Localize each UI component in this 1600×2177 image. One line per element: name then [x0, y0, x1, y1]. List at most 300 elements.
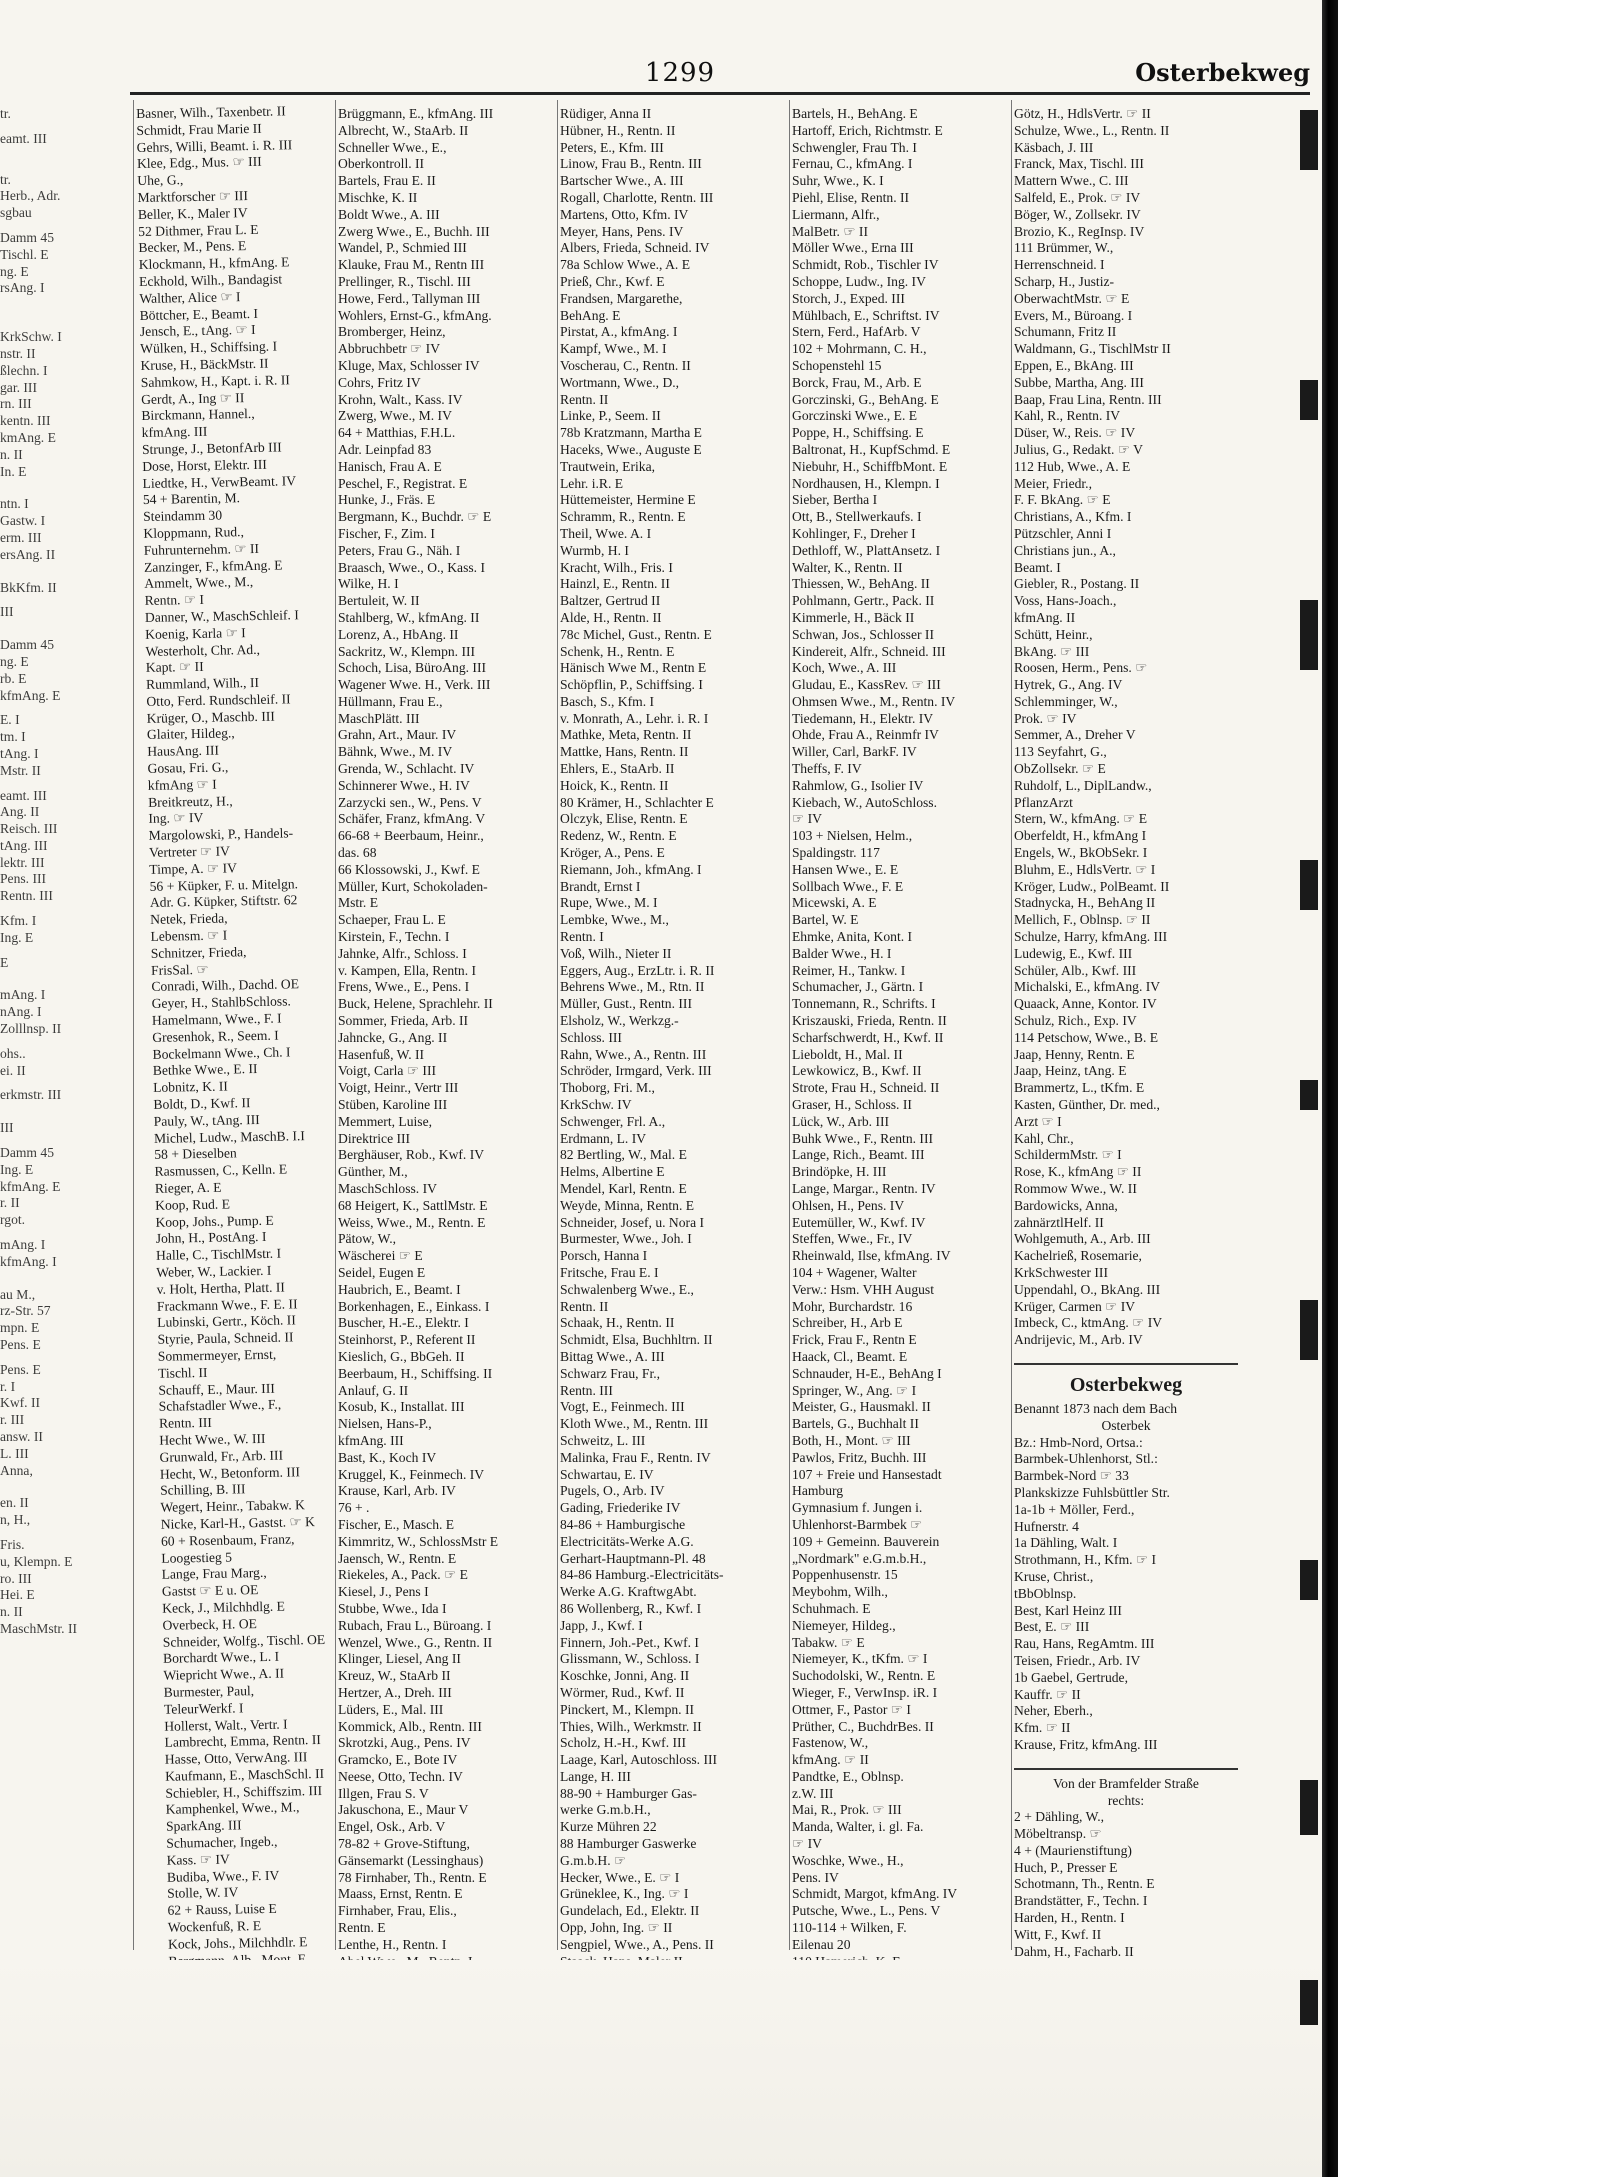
- directory-entry: Klockmann, H., kfmAng. E: [138, 254, 290, 273]
- directory-entry: ObZollsekr. ☞ E: [1014, 761, 1106, 777]
- directory-entry: 60 + Rosenbaum, Franz,: [160, 1531, 295, 1549]
- directory-entry: Beller, K., Maler IV: [137, 204, 248, 222]
- directory-entry: Wurmb, H. I: [560, 542, 629, 558]
- directory-entry: MaschSchloss. IV: [338, 1181, 437, 1196]
- directory-entry: Engel, Osk., Arb. V: [338, 1819, 446, 1835]
- directory-entry: Hunke, J., Fräs. E: [338, 492, 436, 508]
- directory-entry: Ehlers, E., StaArb. II: [560, 761, 675, 777]
- centered-note: Von der Bramfelder Straße: [1053, 1775, 1199, 1791]
- directory-entry: Howe, Ferd., Tallyman III: [338, 290, 481, 306]
- directory-entry: Grunwald, Fr., Arb. III: [159, 1447, 284, 1465]
- directory-entry: Elsholz, W., Werkzg.-: [560, 1013, 679, 1029]
- directory-entry: Seidel, Eugen E: [338, 1264, 426, 1280]
- directory-entry: Stern, Ferd., HafArb. V: [792, 324, 921, 340]
- directory-entry: Martens, Otto, Kfm. IV: [560, 206, 689, 222]
- directory-entry: Hasenfuß, W. II: [338, 1046, 425, 1062]
- edge-mark: [1300, 1080, 1318, 1110]
- spacer: [0, 123, 130, 131]
- directory-entry: Beerbaum, H., Schiffsing. II: [338, 1365, 493, 1381]
- directory-entry: Hansen Wwe., E. E: [792, 861, 899, 877]
- directory-entry: Ehmke, Anita, Kont. I: [792, 929, 913, 945]
- directory-entry: Christians jun., A.,: [1014, 542, 1116, 558]
- directory-entry: Zwerg, Wwe., M. IV: [338, 408, 452, 424]
- directory-entry: Ang. II: [0, 804, 40, 820]
- directory-entry: Bartels, G., Buchhalt II: [792, 1416, 919, 1432]
- spacer: [0, 148, 130, 156]
- directory-entry: Kloppmann, Rud.,: [143, 524, 245, 541]
- spacer: [0, 164, 130, 172]
- column-divider: [557, 100, 558, 1950]
- directory-entry: Tischl. E: [0, 246, 49, 262]
- directory-entry: Plankskizze Fuhlsbüttler Str.: [1014, 1484, 1170, 1500]
- directory-entry: Huch, P., Presser E: [1014, 1859, 1118, 1875]
- directory-entry: rb. E: [0, 670, 27, 686]
- directory-entry: Netek, Frieda,: [150, 910, 228, 928]
- directory-entry: Lange, H. III: [560, 1768, 631, 1784]
- directory-entry: Mstr. E: [338, 895, 379, 911]
- directory-entry: 54 + Barentin, M.: [142, 490, 241, 508]
- directory-entry: 88-90 + Hamburger Gas-: [560, 1785, 697, 1801]
- directory-entry: Lebensm. ☞ I: [150, 927, 228, 944]
- directory-entry: z.W. III: [792, 1785, 834, 1801]
- directory-entry: Haack, Cl., Beamt. E: [792, 1348, 908, 1364]
- directory-entry: Michalski, E., kfmAng. IV: [1014, 979, 1161, 995]
- edge-mark: [1300, 380, 1318, 420]
- directory-entry: Haubrich, E., Beamt. I: [338, 1281, 461, 1297]
- directory-entry: Sengpiel, Wwe., A., Pens. II: [560, 1936, 714, 1952]
- directory-entry: Borkenhagen, E., Einkass. I: [338, 1298, 490, 1314]
- directory-entry: Burmester, Paul,: [163, 1683, 255, 1700]
- centered-note: Osterbek: [1101, 1417, 1151, 1433]
- directory-entry: Buscher, H.-E., Elektr. I: [338, 1315, 469, 1331]
- spacer: [0, 704, 130, 712]
- directory-entry: Alde, H., Rentn. II: [560, 609, 662, 625]
- directory-entry: Ing. E: [0, 1161, 34, 1177]
- spacer: [0, 1079, 130, 1087]
- directory-entry: Bertuleit, W. II: [338, 593, 420, 609]
- page-edge-marks: [1290, 80, 1322, 2140]
- directory-entry: Eggers, Aug., ErzLtr. i. R. II: [560, 962, 715, 978]
- directory-entry: Käsbach, J. III: [1014, 139, 1094, 155]
- directory-entry: ro. III: [0, 1570, 32, 1586]
- directory-entry: Uhlenhorst-Barmbek ☞: [792, 1516, 923, 1532]
- directory-entry: Schwenger, Frl. A.,: [560, 1113, 666, 1129]
- directory-entry: Niemeyer, K., tKfm. ☞ I: [792, 1651, 928, 1667]
- directory-entry: Lewkowicz, B., Kwf. II: [792, 1063, 922, 1079]
- directory-entry: Rommow Wwe., W. II: [1014, 1181, 1137, 1196]
- directory-entry: Wockenfuß, R. E: [167, 1918, 262, 1935]
- directory-entry: kentn. III: [0, 413, 51, 429]
- directory-entry: Manda, Walter, i. gl. Fa.: [792, 1819, 924, 1835]
- spacer: [0, 1279, 130, 1287]
- directory-entry: Frandsen, Margarethe,: [560, 290, 683, 306]
- directory-entry: Basch, S., Kfm. I: [560, 693, 655, 709]
- directory-entry: Jahnke, Alfr., Schloss. I: [338, 945, 467, 961]
- spacer: [0, 297, 130, 305]
- directory-entry: Wohlers, Ernst-G., kfmAng.: [338, 307, 492, 323]
- directory-entry: E. I: [0, 712, 20, 728]
- directory-entry: Kahl, R., Rentn. IV: [1014, 408, 1121, 424]
- directory-entry: BkAng. ☞ III: [1014, 643, 1090, 659]
- edge-mark: [1300, 600, 1318, 670]
- directory-entry: Hüllmann, Frau E.,: [338, 693, 443, 709]
- directory-entry: Schoppe, Ludw., Ing. IV: [792, 273, 926, 289]
- directory-entry: v. Holt, Hertha, Platt. II: [156, 1279, 285, 1297]
- directory-entry: Imbeck, C., ktmAng. ☞ IV: [1014, 1315, 1163, 1331]
- directory-entry: Scharp, H., Justiz-: [1014, 273, 1115, 289]
- directory-entry: E: [0, 954, 9, 970]
- directory-entry: Springer, W., Ang. ☞ I: [792, 1382, 917, 1398]
- directory-entry: tAng. III: [0, 837, 48, 853]
- directory-entry: Vertreter ☞ IV: [148, 843, 231, 860]
- directory-entry: 111 Brümmer, W.,: [1014, 240, 1114, 256]
- directory-entry: Gastst ☞ E u. OE: [161, 1582, 259, 1599]
- directory-entry: Erdmann, L. IV: [560, 1130, 647, 1146]
- directory-entry: n. II: [0, 446, 23, 462]
- directory-entry: Hoick, K., Rentn. II: [560, 777, 669, 793]
- directory-entry: nstr. II: [0, 345, 36, 361]
- directory-entry: Stadnycka, H., BehAng II: [1014, 895, 1156, 911]
- directory-entry: Both, H., Mont. ☞ III: [792, 1432, 911, 1448]
- directory-entry: 84-86 + Hamburgische: [560, 1516, 686, 1532]
- directory-entry: Schöpflin, P., Schiffsing. I: [560, 677, 703, 693]
- directory-entry: Margolowski, P., Handels-: [148, 825, 294, 844]
- directory-entry: Helms, Albertine E: [560, 1164, 665, 1180]
- directory-entry: ☞ IV: [792, 811, 822, 827]
- edge-mark: [1300, 110, 1318, 170]
- directory-entry: kfmAng ☞ I: [147, 776, 217, 793]
- directory-entry: Pens. IV: [792, 1869, 839, 1885]
- directory-entry: Kloth Wwe., M., Rentn. III: [560, 1416, 709, 1432]
- directory-entry: Stahlberg, W., kfmAng. II: [338, 609, 480, 625]
- directory-entry: Koop, Rud. E: [155, 1196, 231, 1213]
- directory-entry: mAng. I: [0, 987, 46, 1003]
- directory-entry: Roosen, Herm., Pens. ☞: [1014, 660, 1148, 676]
- directory-entry: Schwengler, Frau Th. I: [792, 139, 917, 155]
- directory-entry: Kröger, Ludw., PolBeamt. II: [1014, 878, 1170, 894]
- directory-entry: Glaiter, Hildeg.,: [146, 725, 235, 743]
- directory-entry: Günther, M.,: [338, 1164, 408, 1180]
- directory-entry: Ohlsen, H., Pens. IV: [792, 1197, 905, 1213]
- directory-entry: Kommick, Alb., Rentn. III: [338, 1718, 482, 1734]
- directory-entry: Witt, F., Kwf. II: [1014, 1926, 1102, 1942]
- directory-entry: Ruhdolf, L., DiplLandw.,: [1014, 777, 1152, 793]
- directory-entry: Schmidt, Elsa, Buchhltrn. II: [560, 1332, 713, 1348]
- directory-entry: Voigt, Carla ☞ III: [338, 1063, 437, 1079]
- directory-entry: sgbau: [0, 205, 32, 221]
- directory-entry: Schaeper, Frau L. E: [338, 912, 446, 928]
- directory-entry: Dethloff, W., PlattAnsetz. I: [792, 542, 941, 558]
- directory-entry: Uppendahl, O., BkAng. III: [1014, 1281, 1161, 1297]
- directory-entry: Lieboldt, H., Mal. II: [792, 1046, 903, 1062]
- directory-entry: n, H.,: [0, 1512, 31, 1528]
- directory-entry: Gorczinski, G., BehAng. E: [792, 391, 939, 407]
- directory-entry: Gundelach, Ed., Elektr. II: [560, 1903, 700, 1919]
- directory-entry: Skrotzki, Aug., Pens. IV: [338, 1735, 471, 1751]
- directory-entry: Steinhorst, P., Referent II: [338, 1332, 476, 1348]
- directory-entry: 62 + Rauss, Luise E: [167, 1901, 277, 1918]
- directory-entry: Eckhold, Wilh., Bandagist: [138, 271, 283, 289]
- directory-entry: Hecker, Wwe., E. ☞ I: [560, 1869, 680, 1885]
- directory-entry: III: [0, 604, 14, 620]
- directory-entry: Gänsemarkt (Lessinghaus): [338, 1852, 484, 1868]
- directory-entry: Styrie, Paula, Schneid. II: [157, 1329, 294, 1347]
- directory-entry: Japp, J., Kwf. I: [560, 1617, 643, 1633]
- directory-entry: Pauly, W., tAng. III: [153, 1111, 260, 1129]
- directory-entry: Schmidt, Margot, kfmAng. IV: [792, 1886, 958, 1902]
- directory-entry: Hübner, H., Rentn. II: [560, 122, 676, 138]
- directory-entry: zahnärztlHelf. II: [1014, 1214, 1104, 1230]
- directory-entry: Koschke, Jonni, Ang. II: [560, 1668, 690, 1684]
- directory-entry: Keck, J., Milchhdlg. E: [162, 1598, 286, 1616]
- directory-entry: Memmert, Luise,: [338, 1113, 433, 1129]
- directory-entry: Tabakw. ☞ E: [792, 1634, 865, 1650]
- directory-entry: Arzt ☞ I: [1014, 1113, 1062, 1129]
- directory-entry: Kimmerle, H., Bäck II: [792, 609, 915, 625]
- directory-entry: Dose, Horst, Elektr. III: [142, 456, 267, 474]
- directory-entry: Schumacher, J., Gärtn. I: [792, 979, 924, 995]
- directory-entry: Weber, W., Lackier. I: [156, 1262, 272, 1280]
- directory-entry: Putsche, Wwe., L., Pens. V: [792, 1903, 941, 1919]
- directory-entry: F. F. BkAng. ☞ E: [1014, 492, 1111, 508]
- directory-entry: Conradi, Wilh., Dachd. OE: [151, 976, 300, 995]
- directory-entry: 78-82 + Grove-Stiftung,: [338, 1836, 470, 1852]
- directory-entry: Wohlgemuth, A., Arb. III: [1014, 1231, 1151, 1247]
- directory-entry: Jaap, Heinz, tAng. E: [1014, 1063, 1127, 1079]
- directory-entry: 78 Firnhaber, Th., Rentn. E: [338, 1869, 487, 1885]
- directory-entry: Koenig, Karla ☞ I: [145, 624, 246, 642]
- directory-entry: Wagener Wwe. H., Verk. III: [338, 677, 491, 693]
- spacer: [0, 222, 130, 230]
- directory-entry: Rheinwald, Ilse, kfmAng. IV: [792, 1248, 951, 1264]
- directory-entry: Best, Karl Heinz III: [1014, 1602, 1122, 1618]
- directory-entry: ☞ IV: [792, 1836, 822, 1852]
- directory-entry: r. I: [0, 1378, 16, 1394]
- directory-entry: Semmer, A., Dreher V: [1014, 727, 1136, 743]
- directory-entry: 86 Wollenberg, R., Kwf. I: [560, 1600, 702, 1616]
- directory-entry: Meier, Friedr.,: [1014, 475, 1092, 491]
- directory-entry: Pinckert, M., Klempn. II: [560, 1701, 695, 1717]
- directory-entry: Müller, Kurt, Schokoladen-: [338, 878, 488, 894]
- directory-entry: SparkAng. III: [165, 1817, 242, 1835]
- directory-entry: Gresenhok, R., Seem. I: [152, 1027, 279, 1045]
- directory-entry: Möbeltransp. ☞: [1014, 1826, 1102, 1842]
- directory-entry: Schwan, Jos., Schlosser II: [792, 626, 934, 642]
- directory-entry: Bethke Wwe., E. II: [152, 1061, 258, 1079]
- directory-entry: Giebler, R., Postang. II: [1014, 576, 1140, 592]
- directory-entry: Gerdt, A., Ing ☞ II: [140, 389, 245, 407]
- directory-entry: Lange, Frau Marg.,: [161, 1565, 267, 1583]
- directory-entry: Finnern, Joh.-Pet., Kwf. I: [560, 1634, 699, 1650]
- directory-entry: Kapt. ☞ II: [145, 659, 204, 676]
- directory-entry: Gerhart-Hauptmann-Pl. 48: [560, 1550, 706, 1566]
- directory-entry: Kohlinger, F., Dreher I: [792, 525, 916, 541]
- directory-entry: Fischer, E., Masch. E: [338, 1516, 455, 1532]
- directory-entry: Schwalenberg Wwe., E.,: [560, 1281, 694, 1297]
- directory-entry: Nicke, Karl-H., Gastst. ☞ K: [160, 1514, 316, 1532]
- directory-entry: Jahncke, G., Ang. II: [338, 1029, 448, 1045]
- directory-entry: Pens. III: [0, 871, 47, 887]
- directory-entry: rz-Str. 57: [0, 1303, 51, 1319]
- directory-entry: Cohrs, Fritz IV: [338, 374, 421, 390]
- book-edge-shadow: [1322, 0, 1338, 2177]
- directory-entry: Brozio, K., RegInsp. IV: [1014, 223, 1145, 239]
- directory-entry: 76 + .: [338, 1500, 370, 1516]
- directory-entry: Bartels, Frau E. II: [338, 173, 436, 189]
- spacer: [0, 1354, 130, 1362]
- directory-entry: Schafstadler Wwe., F.,: [158, 1397, 282, 1415]
- directory-entry: 66 Klossowski, J., Kwf. E: [338, 861, 480, 877]
- edge-mark: [1300, 1560, 1318, 1600]
- directory-entry: Fris.: [0, 1536, 25, 1552]
- directory-entry: Rentn. II: [560, 391, 609, 407]
- directory-entry: ng. E: [0, 653, 29, 669]
- directory-entry: Pätow, W.,: [338, 1231, 397, 1247]
- directory-entry: Kluge, Max, Schlosser IV: [338, 357, 480, 373]
- directory-entry: Schütt, Heinr.,: [1014, 626, 1093, 642]
- directory-entry: Lorenz, A., HbAng. II: [338, 626, 459, 642]
- directory-entry: Sommer, Frieda, Arb. II: [338, 1013, 469, 1029]
- directory-entry: Borchardt Wwe., L. I: [162, 1649, 280, 1667]
- directory-entry: Firnhaber, Frau, Elis.,: [338, 1903, 457, 1919]
- directory-entry: Kass. ☞ IV: [166, 1851, 230, 1868]
- directory-entry: Harden, H., Rentn. I: [1014, 1910, 1125, 1926]
- directory-entry: nAng. I: [0, 1004, 42, 1020]
- directory-entry: 84-86 Hamburg.-Electricitäts-: [560, 1567, 724, 1583]
- directory-entry: Scholz, H.-H., Kwf. III: [560, 1735, 687, 1751]
- spacer: [0, 621, 130, 629]
- directory-entry: „Nordmark" e.G.m.b.H.,: [792, 1550, 927, 1566]
- directory-entry: MalBetr. ☞ II: [792, 223, 868, 239]
- spacer: [0, 979, 130, 987]
- directory-entry: Lück, W., Arb. III: [792, 1113, 890, 1129]
- directory-entry: Breitkreutz, H.,: [148, 793, 233, 810]
- directory-entry: Westerholt, Chr. Ad.,: [145, 641, 261, 659]
- directory-entry: Rentn. ☞ I: [144, 591, 205, 609]
- directory-entry: Bergmann, K., Buchdr. ☞ E: [338, 509, 492, 525]
- page-number: 1299: [644, 58, 716, 88]
- column-2: [338, 106, 554, 1951]
- directory-entry: Baltronat, H., KupfSchmd. E: [792, 441, 951, 457]
- directory-entry: Voss, Hans-Joach.,: [1014, 593, 1117, 609]
- directory-entry: Voß, Wilh., Nieter II: [560, 945, 672, 961]
- directory-entry: Fischer, F., Zim. I: [338, 525, 435, 541]
- scan-margin: [1338, 0, 1600, 2177]
- directory-entry: Krause, Fritz, kfmAng. III: [1014, 1736, 1158, 1752]
- directory-entry: Schwartau, E. IV: [560, 1466, 654, 1482]
- directory-entry: Schnauder, H-E., BehAng I: [792, 1365, 942, 1381]
- directory-entry: Walter, K., Rentn. II: [792, 559, 903, 575]
- directory-entry: Frens, Wwe., E., Pens. I: [338, 979, 470, 995]
- directory-entry: Ing. E: [0, 929, 34, 945]
- column-3: [560, 106, 786, 1951]
- directory-entry: 103 + Nielsen, Helm.,: [792, 828, 913, 844]
- directory-entry: Jakuschona, E., Maur V: [338, 1802, 469, 1818]
- directory-entry: Schüler, Alb., Kwf. III: [1014, 962, 1137, 978]
- spacer: [0, 1479, 130, 1487]
- directory-entry: Kiesel, J., Pens I: [338, 1584, 429, 1600]
- directory-entry: Niemeyer, Hildeg.,: [792, 1617, 896, 1633]
- directory-entry: n. II: [0, 1604, 23, 1620]
- directory-entry: Steindamm 30: [143, 507, 223, 525]
- directory-entry: Boldt Wwe., A. III: [338, 206, 440, 222]
- directory-entry: 1a-1b + Möller, Ferd.,: [1014, 1501, 1135, 1517]
- directory-entry: Linke, P., Seem. II: [560, 408, 661, 424]
- directory-entry: eamt. III: [0, 130, 47, 146]
- directory-entry: Otto, Ferd. Rundschleif. II: [146, 691, 291, 709]
- spacer: [0, 1271, 130, 1279]
- directory-entry: Schäfer, Franz, kfmAng. V: [338, 811, 486, 827]
- directory-entry: Eutemüller, W., Kwf. IV: [792, 1214, 926, 1230]
- directory-entry: Wegert, Heinr., Tabakw. K: [160, 1497, 305, 1515]
- directory-entry: Neese, Otto, Techn. IV: [338, 1768, 463, 1784]
- column-0-partial: [0, 106, 130, 1951]
- directory-entry: Kruse, Christ.,: [1014, 1568, 1094, 1584]
- column-divider: [789, 100, 790, 1950]
- directory-entry: Nielsen, Hans-P.,: [338, 1416, 432, 1432]
- directory-entry: Kiebach, W., AutoSchloss.: [792, 794, 937, 810]
- directory-entry: Redenz, W., Rentn. E: [560, 828, 677, 844]
- directory-entry: Lange, Margar., Rentn. IV: [792, 1181, 936, 1196]
- directory-entry: Hartoff, Erich, Richtmstr. E: [792, 122, 943, 138]
- directory-entry: Oberkontroll. II: [338, 156, 425, 172]
- directory-entry: Stern, W., kfmAng. ☞ E: [1014, 811, 1148, 827]
- spacer: [0, 156, 130, 164]
- directory-entry: Krüger, O., Maschb. III: [146, 708, 275, 726]
- directory-entry: 104 + Wagener, Walter: [792, 1264, 917, 1280]
- directory-entry: Schröder, Irmgard, Verk. III: [560, 1063, 712, 1079]
- directory-entry: Rau, Hans, RegAmtm. III: [1014, 1636, 1155, 1652]
- directory-entry: Anna,: [0, 1462, 33, 1478]
- directory-entry: Pens. E: [0, 1361, 41, 1377]
- directory-entry: Prellinger, R., Tischl. III: [338, 273, 471, 289]
- directory-entry: Albers, Frieda, Schneid. IV: [560, 240, 710, 256]
- directory-entry: mAng. I: [0, 1237, 46, 1253]
- directory-entry: Wülken, H., Schiffsing. I: [140, 338, 278, 357]
- directory-entry: Thiessen, W., BehAng. II: [792, 576, 930, 592]
- column-4: [792, 106, 1010, 1951]
- directory-entry: Lobnitz, K. II: [153, 1078, 229, 1096]
- directory-entry: Fritsche, Frau E. I: [560, 1264, 659, 1280]
- directory-entry: Bockelmann Wwe., Ch. I: [152, 1044, 291, 1062]
- directory-entry: Quaack, Anne, Kontor. IV: [1014, 996, 1157, 1012]
- directory-entry: Schauff, E., Maur. III: [158, 1380, 275, 1398]
- directory-entry: TeleurWerkf. I: [163, 1700, 244, 1717]
- section-rule: [1014, 1768, 1238, 1770]
- directory-entry: kfmAng. III: [141, 423, 208, 441]
- directory-entry: Zolllnsp. II: [0, 1021, 62, 1037]
- directory-entry: Klauke, Frau M., Rentn III: [338, 257, 485, 273]
- directory-entry: Mathke, Meta, Rentn. II: [560, 727, 692, 743]
- directory-entry: 1b Gaebel, Gertrude,: [1014, 1669, 1128, 1685]
- directory-entry: Borck, Frau, M., Arb. E: [792, 374, 922, 390]
- directory-entry: Schwarz Frau, Fr.,: [560, 1365, 661, 1381]
- directory-entry: Hamburg: [792, 1483, 844, 1499]
- street-heading: Osterbekweg: [1069, 1373, 1183, 1396]
- directory-entry: Prok. ☞ IV: [1014, 710, 1077, 726]
- directory-entry: u, Klempn. E: [0, 1553, 73, 1569]
- section-rule: [1014, 1363, 1238, 1365]
- directory-entry: Theffs, F. IV: [792, 761, 862, 777]
- directory-entry: Rüdiger, Anna II: [560, 106, 652, 121]
- directory-entry: Rentn. III: [560, 1382, 613, 1398]
- directory-entry: Brandstätter, F., Techn. I: [1014, 1893, 1148, 1909]
- directory-entry: 114 Petschow, Wwe., B. E: [1014, 1029, 1159, 1045]
- directory-entry: Rose, K., kfmAng ☞ II: [1014, 1164, 1142, 1180]
- directory-entry: Berghäuser, Rob., Kwf. IV: [338, 1147, 485, 1163]
- directory-entry: Sieber, Bertha I: [792, 492, 878, 508]
- directory-entry: Schulze, Harry, kfmAng. III: [1014, 929, 1168, 945]
